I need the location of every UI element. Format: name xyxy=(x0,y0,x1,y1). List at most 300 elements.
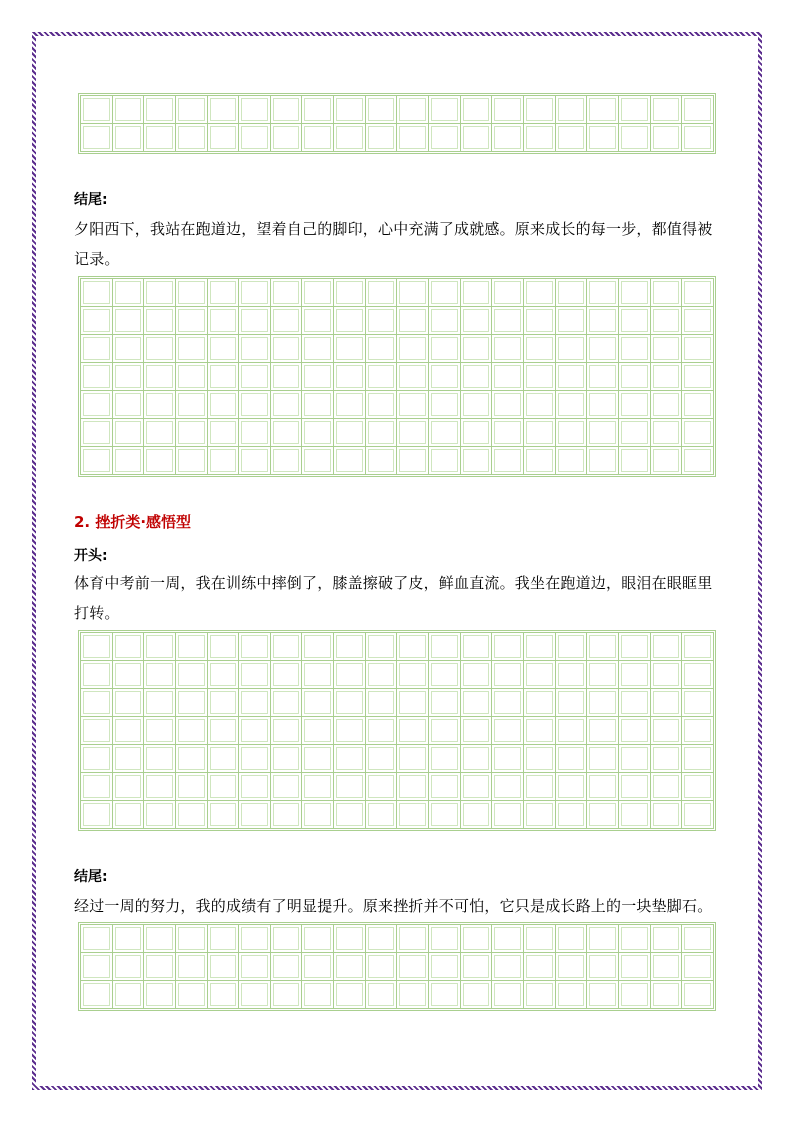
grid-cell[interactable] xyxy=(492,96,524,124)
grid-cell[interactable] xyxy=(682,689,714,717)
grid-cell[interactable] xyxy=(366,773,398,801)
grid-cell[interactable] xyxy=(334,745,366,773)
grid-cell[interactable] xyxy=(176,335,208,363)
grid-cell[interactable] xyxy=(302,633,334,661)
grid-cell[interactable] xyxy=(239,279,271,307)
grid-cell[interactable] xyxy=(271,661,303,689)
grid-cell[interactable] xyxy=(524,689,556,717)
grid-cell[interactable] xyxy=(366,633,398,661)
grid-cell[interactable] xyxy=(429,419,461,447)
grid-cell[interactable] xyxy=(271,307,303,335)
grid-cell[interactable] xyxy=(556,801,588,829)
grid-cell[interactable] xyxy=(524,661,556,689)
grid-cell[interactable] xyxy=(334,953,366,981)
grid-cell[interactable] xyxy=(176,447,208,475)
grid-cell[interactable] xyxy=(461,717,493,745)
grid-cell[interactable] xyxy=(366,717,398,745)
grid-cell[interactable] xyxy=(271,335,303,363)
grid-cell[interactable] xyxy=(429,925,461,953)
grid-cell[interactable] xyxy=(619,745,651,773)
grid-cell[interactable] xyxy=(239,391,271,419)
grid-cell[interactable] xyxy=(587,801,619,829)
grid-cell[interactable] xyxy=(397,953,429,981)
grid-cell[interactable] xyxy=(461,689,493,717)
grid-cell[interactable] xyxy=(271,953,303,981)
grid-cell[interactable] xyxy=(302,96,334,124)
grid-cell[interactable] xyxy=(208,801,240,829)
grid-cell[interactable] xyxy=(176,925,208,953)
grid-cell[interactable] xyxy=(208,419,240,447)
grid-cell[interactable] xyxy=(587,307,619,335)
grid-cell[interactable] xyxy=(271,801,303,829)
grid-cell[interactable] xyxy=(682,124,714,152)
grid-cell[interactable] xyxy=(113,124,145,152)
grid-cell[interactable] xyxy=(651,307,683,335)
grid-cell[interactable] xyxy=(492,773,524,801)
grid-cell[interactable] xyxy=(461,124,493,152)
grid-cell[interactable] xyxy=(81,773,113,801)
grid-cell[interactable] xyxy=(144,363,176,391)
grid-cell[interactable] xyxy=(492,419,524,447)
grid-cell[interactable] xyxy=(334,419,366,447)
grid-cell[interactable] xyxy=(208,981,240,1009)
grid-cell[interactable] xyxy=(492,447,524,475)
grid-cell[interactable] xyxy=(587,981,619,1009)
grid-cell[interactable] xyxy=(302,363,334,391)
grid-cell[interactable] xyxy=(619,801,651,829)
grid-cell[interactable] xyxy=(651,419,683,447)
grid-cell[interactable] xyxy=(619,419,651,447)
grid-cell[interactable] xyxy=(429,279,461,307)
grid-cell[interactable] xyxy=(144,447,176,475)
grid-cell[interactable] xyxy=(366,801,398,829)
grid-cell[interactable] xyxy=(302,925,334,953)
grid-cell[interactable] xyxy=(144,689,176,717)
grid-cell[interactable] xyxy=(619,925,651,953)
grid-cell[interactable] xyxy=(176,633,208,661)
grid-cell[interactable] xyxy=(397,773,429,801)
grid-cell[interactable] xyxy=(556,633,588,661)
grid-cell[interactable] xyxy=(556,279,588,307)
grid-cell[interactable] xyxy=(556,124,588,152)
grid-cell[interactable] xyxy=(144,801,176,829)
grid-cell[interactable] xyxy=(587,745,619,773)
grid-cell[interactable] xyxy=(302,801,334,829)
grid-cell[interactable] xyxy=(682,661,714,689)
grid-cell[interactable] xyxy=(334,124,366,152)
grid-cell[interactable] xyxy=(682,745,714,773)
grid-cell[interactable] xyxy=(461,419,493,447)
grid-cell[interactable] xyxy=(208,661,240,689)
grid-cell[interactable] xyxy=(397,981,429,1009)
grid-cell[interactable] xyxy=(556,307,588,335)
grid-cell[interactable] xyxy=(176,745,208,773)
grid-cell[interactable] xyxy=(271,745,303,773)
grid-cell[interactable] xyxy=(397,307,429,335)
grid-cell[interactable] xyxy=(81,745,113,773)
grid-cell[interactable] xyxy=(587,96,619,124)
grid-cell[interactable] xyxy=(366,96,398,124)
grid-cell[interactable] xyxy=(619,307,651,335)
grid-cell[interactable] xyxy=(144,717,176,745)
grid-cell[interactable] xyxy=(651,447,683,475)
grid-cell[interactable] xyxy=(651,633,683,661)
grid-cell[interactable] xyxy=(81,633,113,661)
grid-cell[interactable] xyxy=(461,661,493,689)
grid-cell[interactable] xyxy=(524,124,556,152)
writing-grid-4[interactable] xyxy=(80,924,714,1009)
grid-cell[interactable] xyxy=(524,717,556,745)
grid-cell[interactable] xyxy=(429,335,461,363)
grid-cell[interactable] xyxy=(397,717,429,745)
grid-cell[interactable] xyxy=(208,633,240,661)
grid-cell[interactable] xyxy=(144,773,176,801)
grid-cell[interactable] xyxy=(334,363,366,391)
grid-cell[interactable] xyxy=(271,279,303,307)
grid-cell[interactable] xyxy=(492,981,524,1009)
grid-cell[interactable] xyxy=(81,124,113,152)
grid-cell[interactable] xyxy=(81,447,113,475)
grid-cell[interactable] xyxy=(397,391,429,419)
grid-cell[interactable] xyxy=(682,96,714,124)
grid-cell[interactable] xyxy=(144,661,176,689)
grid-cell[interactable] xyxy=(176,307,208,335)
grid-cell[interactable] xyxy=(208,96,240,124)
grid-cell[interactable] xyxy=(239,689,271,717)
grid-cell[interactable] xyxy=(429,801,461,829)
grid-cell[interactable] xyxy=(81,717,113,745)
grid-cell[interactable] xyxy=(239,335,271,363)
grid-cell[interactable] xyxy=(334,633,366,661)
grid-cell[interactable] xyxy=(492,745,524,773)
grid-cell[interactable] xyxy=(587,633,619,661)
grid-cell[interactable] xyxy=(587,335,619,363)
grid-cell[interactable] xyxy=(651,279,683,307)
grid-cell[interactable] xyxy=(81,279,113,307)
grid-cell[interactable] xyxy=(208,717,240,745)
grid-cell[interactable] xyxy=(176,391,208,419)
grid-cell[interactable] xyxy=(429,391,461,419)
grid-cell[interactable] xyxy=(271,689,303,717)
grid-cell[interactable] xyxy=(366,363,398,391)
grid-cell[interactable] xyxy=(81,801,113,829)
grid-cell[interactable] xyxy=(619,773,651,801)
grid-cell[interactable] xyxy=(556,773,588,801)
grid-cell[interactable] xyxy=(302,279,334,307)
grid-cell[interactable] xyxy=(461,981,493,1009)
grid-cell[interactable] xyxy=(619,124,651,152)
grid-cell[interactable] xyxy=(271,419,303,447)
grid-cell[interactable] xyxy=(682,801,714,829)
grid-cell[interactable] xyxy=(366,981,398,1009)
grid-cell[interactable] xyxy=(113,773,145,801)
grid-cell[interactable] xyxy=(239,925,271,953)
grid-cell[interactable] xyxy=(461,745,493,773)
grid-cell[interactable] xyxy=(397,363,429,391)
grid-cell[interactable] xyxy=(113,689,145,717)
grid-cell[interactable] xyxy=(113,307,145,335)
grid-cell[interactable] xyxy=(302,689,334,717)
grid-cell[interactable] xyxy=(619,279,651,307)
grid-cell[interactable] xyxy=(556,363,588,391)
grid-cell[interactable] xyxy=(366,307,398,335)
grid-cell[interactable] xyxy=(556,745,588,773)
grid-cell[interactable] xyxy=(524,745,556,773)
grid-cell[interactable] xyxy=(682,981,714,1009)
grid-cell[interactable] xyxy=(556,717,588,745)
grid-cell[interactable] xyxy=(113,419,145,447)
grid-cell[interactable] xyxy=(397,279,429,307)
grid-cell[interactable] xyxy=(397,96,429,124)
grid-cell[interactable] xyxy=(271,391,303,419)
grid-cell[interactable] xyxy=(587,773,619,801)
grid-cell[interactable] xyxy=(651,801,683,829)
grid-cell[interactable] xyxy=(239,981,271,1009)
grid-cell[interactable] xyxy=(302,717,334,745)
grid-cell[interactable] xyxy=(208,745,240,773)
grid-cell[interactable] xyxy=(176,953,208,981)
grid-cell[interactable] xyxy=(651,745,683,773)
grid-cell[interactable] xyxy=(492,661,524,689)
grid-cell[interactable] xyxy=(682,307,714,335)
grid-cell[interactable] xyxy=(81,689,113,717)
grid-cell[interactable] xyxy=(271,925,303,953)
grid-cell[interactable] xyxy=(682,363,714,391)
grid-cell[interactable] xyxy=(429,661,461,689)
grid-cell[interactable] xyxy=(271,717,303,745)
grid-cell[interactable] xyxy=(461,279,493,307)
grid-cell[interactable] xyxy=(113,801,145,829)
grid-cell[interactable] xyxy=(397,689,429,717)
grid-cell[interactable] xyxy=(113,633,145,661)
grid-cell[interactable] xyxy=(397,419,429,447)
grid-cell[interactable] xyxy=(208,335,240,363)
grid-cell[interactable] xyxy=(239,773,271,801)
grid-cell[interactable] xyxy=(682,419,714,447)
grid-cell[interactable] xyxy=(651,981,683,1009)
grid-cell[interactable] xyxy=(587,363,619,391)
grid-cell[interactable] xyxy=(239,419,271,447)
grid-cell[interactable] xyxy=(366,279,398,307)
grid-cell[interactable] xyxy=(302,981,334,1009)
grid-cell[interactable] xyxy=(524,279,556,307)
grid-cell[interactable] xyxy=(176,981,208,1009)
grid-cell[interactable] xyxy=(651,689,683,717)
grid-cell[interactable] xyxy=(144,391,176,419)
grid-cell[interactable] xyxy=(524,307,556,335)
grid-cell[interactable] xyxy=(366,419,398,447)
grid-cell[interactable] xyxy=(556,661,588,689)
grid-cell[interactable] xyxy=(524,801,556,829)
grid-cell[interactable] xyxy=(208,307,240,335)
grid-cell[interactable] xyxy=(619,96,651,124)
grid-cell[interactable] xyxy=(144,981,176,1009)
grid-cell[interactable] xyxy=(208,953,240,981)
grid-cell[interactable] xyxy=(556,96,588,124)
grid-cell[interactable] xyxy=(524,925,556,953)
grid-cell[interactable] xyxy=(397,801,429,829)
grid-cell[interactable] xyxy=(587,124,619,152)
grid-cell[interactable] xyxy=(176,661,208,689)
grid-cell[interactable] xyxy=(302,391,334,419)
grid-cell[interactable] xyxy=(492,689,524,717)
grid-cell[interactable] xyxy=(239,745,271,773)
grid-cell[interactable] xyxy=(492,279,524,307)
grid-cell[interactable] xyxy=(81,363,113,391)
grid-cell[interactable] xyxy=(334,981,366,1009)
grid-cell[interactable] xyxy=(587,447,619,475)
grid-cell[interactable] xyxy=(113,717,145,745)
grid-cell[interactable] xyxy=(81,335,113,363)
grid-cell[interactable] xyxy=(144,633,176,661)
grid-cell[interactable] xyxy=(366,745,398,773)
grid-cell[interactable] xyxy=(366,953,398,981)
grid-cell[interactable] xyxy=(366,925,398,953)
grid-cell[interactable] xyxy=(366,689,398,717)
grid-cell[interactable] xyxy=(334,689,366,717)
grid-cell[interactable] xyxy=(397,633,429,661)
grid-cell[interactable] xyxy=(651,391,683,419)
grid-cell[interactable] xyxy=(176,717,208,745)
grid-cell[interactable] xyxy=(682,279,714,307)
grid-cell[interactable] xyxy=(334,447,366,475)
grid-cell[interactable] xyxy=(334,801,366,829)
grid-cell[interactable] xyxy=(208,363,240,391)
grid-cell[interactable] xyxy=(302,335,334,363)
grid-cell[interactable] xyxy=(397,925,429,953)
grid-cell[interactable] xyxy=(302,124,334,152)
grid-cell[interactable] xyxy=(682,391,714,419)
grid-cell[interactable] xyxy=(651,96,683,124)
grid-cell[interactable] xyxy=(208,279,240,307)
grid-cell[interactable] xyxy=(492,953,524,981)
grid-cell[interactable] xyxy=(492,633,524,661)
grid-cell[interactable] xyxy=(302,745,334,773)
grid-cell[interactable] xyxy=(492,391,524,419)
grid-cell[interactable] xyxy=(302,419,334,447)
grid-cell[interactable] xyxy=(334,925,366,953)
grid-cell[interactable] xyxy=(492,801,524,829)
writing-grid-3[interactable] xyxy=(80,632,714,829)
grid-cell[interactable] xyxy=(429,773,461,801)
grid-cell[interactable] xyxy=(334,391,366,419)
grid-cell[interactable] xyxy=(461,96,493,124)
grid-cell[interactable] xyxy=(302,773,334,801)
grid-cell[interactable] xyxy=(113,745,145,773)
grid-cell[interactable] xyxy=(271,363,303,391)
grid-cell[interactable] xyxy=(429,953,461,981)
grid-cell[interactable] xyxy=(461,363,493,391)
grid-cell[interactable] xyxy=(144,307,176,335)
grid-cell[interactable] xyxy=(682,335,714,363)
grid-cell[interactable] xyxy=(302,953,334,981)
grid-cell[interactable] xyxy=(556,981,588,1009)
grid-cell[interactable] xyxy=(176,689,208,717)
grid-cell[interactable] xyxy=(113,981,145,1009)
grid-cell[interactable] xyxy=(208,689,240,717)
grid-cell[interactable] xyxy=(556,953,588,981)
grid-cell[interactable] xyxy=(176,124,208,152)
grid-cell[interactable] xyxy=(334,279,366,307)
grid-cell[interactable] xyxy=(113,953,145,981)
grid-cell[interactable] xyxy=(176,363,208,391)
grid-cell[interactable] xyxy=(651,717,683,745)
grid-cell[interactable] xyxy=(619,981,651,1009)
grid-cell[interactable] xyxy=(651,124,683,152)
grid-cell[interactable] xyxy=(239,717,271,745)
writing-grid-2[interactable] xyxy=(80,278,714,475)
grid-cell[interactable] xyxy=(397,661,429,689)
grid-cell[interactable] xyxy=(429,633,461,661)
grid-cell[interactable] xyxy=(208,925,240,953)
grid-cell[interactable] xyxy=(176,419,208,447)
grid-cell[interactable] xyxy=(144,124,176,152)
grid-cell[interactable] xyxy=(239,96,271,124)
grid-cell[interactable] xyxy=(619,447,651,475)
grid-cell[interactable] xyxy=(302,661,334,689)
grid-cell[interactable] xyxy=(651,925,683,953)
grid-cell[interactable] xyxy=(651,363,683,391)
grid-cell[interactable] xyxy=(81,419,113,447)
grid-cell[interactable] xyxy=(239,953,271,981)
grid-cell[interactable] xyxy=(271,773,303,801)
grid-cell[interactable] xyxy=(682,925,714,953)
grid-cell[interactable] xyxy=(524,981,556,1009)
grid-cell[interactable] xyxy=(208,124,240,152)
grid-cell[interactable] xyxy=(366,391,398,419)
grid-cell[interactable] xyxy=(397,335,429,363)
grid-cell[interactable] xyxy=(271,124,303,152)
grid-cell[interactable] xyxy=(239,447,271,475)
grid-cell[interactable] xyxy=(461,391,493,419)
grid-cell[interactable] xyxy=(461,307,493,335)
grid-cell[interactable] xyxy=(334,717,366,745)
grid-cell[interactable] xyxy=(113,661,145,689)
grid-cell[interactable] xyxy=(429,363,461,391)
grid-cell[interactable] xyxy=(492,717,524,745)
grid-cell[interactable] xyxy=(334,96,366,124)
grid-cell[interactable] xyxy=(461,953,493,981)
grid-cell[interactable] xyxy=(176,279,208,307)
grid-cell[interactable] xyxy=(492,363,524,391)
grid-cell[interactable] xyxy=(144,96,176,124)
grid-cell[interactable] xyxy=(144,745,176,773)
grid-cell[interactable] xyxy=(587,279,619,307)
grid-cell[interactable] xyxy=(429,745,461,773)
grid-cell[interactable] xyxy=(619,633,651,661)
grid-cell[interactable] xyxy=(461,335,493,363)
grid-cell[interactable] xyxy=(113,363,145,391)
grid-cell[interactable] xyxy=(113,96,145,124)
grid-cell[interactable] xyxy=(113,925,145,953)
grid-cell[interactable] xyxy=(271,633,303,661)
grid-cell[interactable] xyxy=(587,689,619,717)
grid-cell[interactable] xyxy=(651,661,683,689)
grid-cell[interactable] xyxy=(208,447,240,475)
grid-cell[interactable] xyxy=(144,335,176,363)
grid-cell[interactable] xyxy=(492,307,524,335)
grid-cell[interactable] xyxy=(524,419,556,447)
grid-cell[interactable] xyxy=(619,391,651,419)
grid-cell[interactable] xyxy=(587,419,619,447)
grid-cell[interactable] xyxy=(556,419,588,447)
grid-cell[interactable] xyxy=(619,953,651,981)
grid-cell[interactable] xyxy=(334,335,366,363)
grid-cell[interactable] xyxy=(113,447,145,475)
grid-cell[interactable] xyxy=(619,689,651,717)
grid-cell[interactable] xyxy=(524,363,556,391)
grid-cell[interactable] xyxy=(366,661,398,689)
